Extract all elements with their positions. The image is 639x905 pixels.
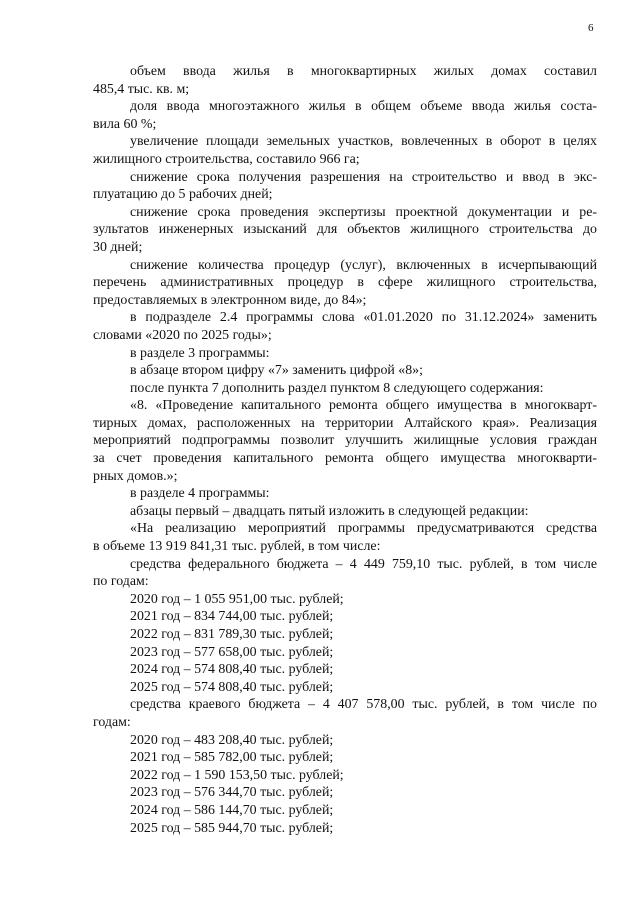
text-line: 2020 год – 483 208,40 тыс. рублей; [130, 732, 334, 748]
text-line: «На реализацию мероприятий программы предусматриваются средства [130, 521, 597, 537]
text-line: рных домов.»; [93, 468, 178, 484]
text-line: в подразделе 2.4 программы слова «01.01.2020 по 31.12.2024» заменить [130, 310, 597, 326]
text-line: словами «2020 по 2025 годы»; [93, 327, 272, 343]
text-line: 2023 год – 577 658,00 тыс. рублей; [130, 644, 334, 660]
text-line: увеличение площади земельных участков, вовлеченных в оборот в целях [130, 134, 597, 150]
text-line: 2025 год – 574 808,40 тыс. рублей; [130, 679, 334, 695]
text-line: годам: [93, 714, 131, 730]
text-line: средства краевого бюджета – 4 407 578,00 тыс. рублей, в том числе по [130, 697, 597, 713]
text-line: по годам: [93, 574, 149, 590]
text-line: доля ввода многоэтажного жилья в общем объеме ввода жилья соста- [130, 99, 597, 115]
text-line: 2021 год – 585 782,00 тыс. рублей; [130, 750, 334, 766]
text-line: 2023 год – 576 344,70 тыс. рублей; [130, 785, 334, 801]
text-line: в разделе 4 программы: [130, 486, 270, 502]
text-line: снижение срока проведения экспертизы проектной документации и ре- [130, 204, 597, 220]
text-line: снижение срока получения разрешения на строительство и ввод в экс- [130, 169, 597, 185]
text-line: «8. «Проведение капитального ремонта общего имущества в многокварт- [130, 398, 597, 414]
text-line: 485,4 тыс. кв. м; [93, 81, 190, 97]
text-line: мероприятий подпрограммы позволит улучшить жилищные условия граждан [93, 433, 597, 449]
text-line: тирных домах, расположенных на территории Алтайского края». Реализация [93, 415, 597, 431]
document-body [93, 63, 597, 837]
text-line: вила 60 %; [93, 116, 157, 132]
text-line: зультатов инженерных изысканий для объектов жилищного строительства до [93, 222, 597, 238]
text-line: перечень административных процедур в сфере жилищного строительства, [93, 275, 597, 291]
text-line: объем ввода жилья в многоквартирных жилых домах составил [130, 64, 597, 79]
page-number: 6 [588, 22, 594, 34]
text-line: предоставляемых в электронном виде, до 84»; [93, 292, 367, 308]
text-line: 2022 год – 831 789,30 тыс. рублей; [130, 627, 334, 642]
text-line: абзацы первый – двадцать пятый изложить в следующей редакции: [130, 503, 529, 519]
text-line: 2022 год – 1 590 153,50 тыс. рублей; [130, 767, 344, 783]
text-line: 30 дней; [93, 239, 143, 255]
text-line: за счет проведения капитального ремонта общего имущества многокварти- [93, 451, 597, 467]
text-line: средства федерального бюджета – 4 449 759,10 тыс. рублей, в том числе [130, 556, 597, 572]
text-line: 2025 год – 585 944,70 тыс. рублей; [130, 820, 334, 836]
text-line: 2024 год – 574 808,40 тыс. рублей; [130, 662, 334, 678]
text-line: в абзаце втором цифру «7» заменить цифрой «8»; [130, 363, 423, 379]
text-line: 2021 год – 834 744,00 тыс. рублей; [130, 609, 334, 625]
text-line: 2024 год – 586 144,70 тыс. рублей; [130, 802, 334, 818]
text-line: жилищного строительства, составило 966 га; [93, 151, 360, 167]
text-line: после пункта 7 дополнить раздел пунктом 8 следующего содержания: [130, 380, 544, 396]
text-line: снижение количества процедур (услуг), включенных в исчерпывающий [130, 257, 597, 273]
text-line: плуатацию до 5 рабочих дней; [93, 187, 273, 203]
text-line: 2020 год – 1 055 951,00 тыс. рублей; [130, 591, 344, 607]
text-line: в разделе 3 программы: [130, 345, 270, 361]
text-line: в объеме 13 919 841,31 тыс. рублей, в том числе: [93, 539, 381, 555]
